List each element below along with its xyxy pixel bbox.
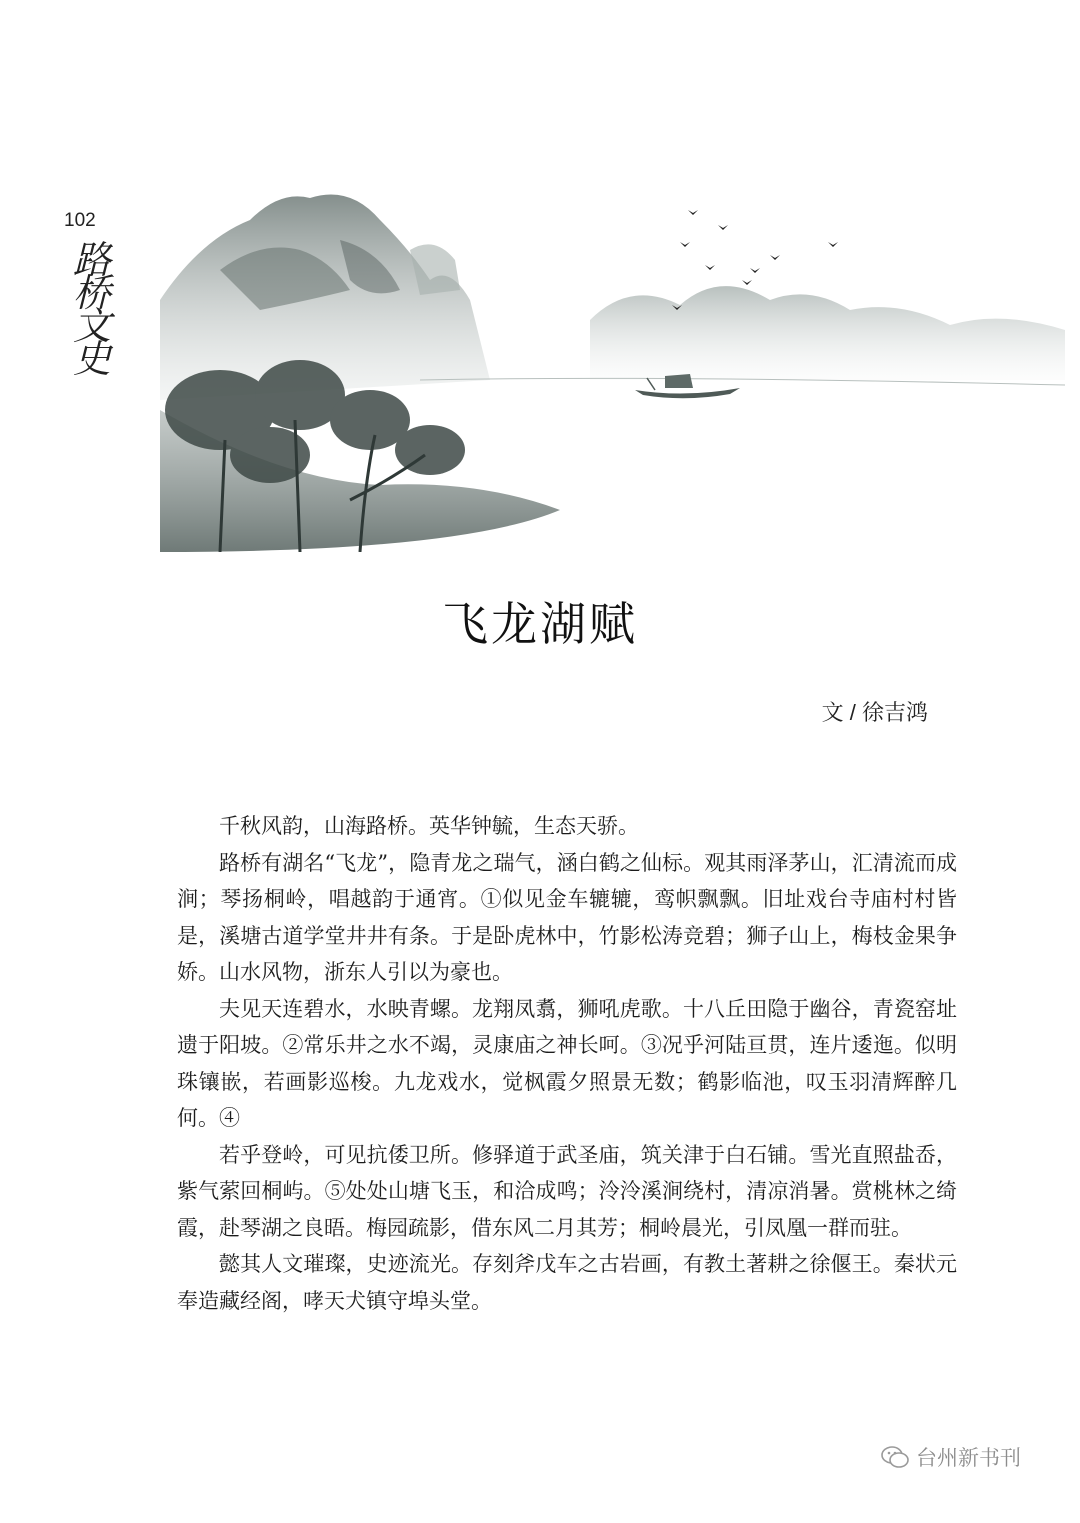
paragraph: 若乎登岭，可见抗倭卫所。修驿道于武圣庙，筑关津于白石铺。雪光直照盐岙，紫气萦回桐屿。⑤处处山塘飞玉，和洽成鸣；泠泠溪涧绕村，清凉消暑。赏桃林之绮霞，赴琴湖之良晤。梅园疏影，借东风二月其芳；桐岭晨光，引凤凰一群而驻。 <box>177 1142 957 1240</box>
distant-hills <box>590 286 1065 380</box>
series-title <box>62 238 122 381</box>
article-body <box>177 808 957 1319</box>
paragraph: 懿其人文璀璨，史迹流光。存刻斧戊车之古岩画，有教土著耕之徐偃王。秦状元奉造藏经阁，哮天犬镇守埠头堂。 <box>177 1252 957 1313</box>
watermark-text: 台州新书刊 <box>916 1446 1021 1470</box>
paragraph: 路桥有湖名“飞龙”，隐青龙之瑞气，涵白鹤之仙标。观其雨泽茅山，汇清流而成涧；琴扬桐岭，唱越韵于通宵。①似见金车辘辘，鸾帜飘飘。旧址戏台寺庙村村皆是，溪塘古道学堂井井有条。于是卧虎林中，竹影松涛竞碧；狮子山上，梅枝金果争娇。山水风物，浙东人引以为豪也。 <box>177 850 957 984</box>
landscape-painting <box>160 180 1065 552</box>
article-title: 飞龙湖赋 <box>442 597 638 651</box>
page-number: 102 <box>64 210 96 231</box>
series-title-char: 史 <box>72 337 111 381</box>
article-author: 文 / 徐吉鸿 <box>821 700 928 725</box>
wechat-icon <box>880 1444 910 1470</box>
paragraph: 夫见天连碧水，水映青螺。龙翔凤翥，狮吼虎歌。十八丘田隐于幽谷，青瓷窑址遗于阳坡。②常乐井之水不竭，灵康庙之神长呵。③况乎河陆亘贯，连片逶迤。似明珠镶嵌，若画影巡梭。九龙戏水，觉枫霞夕照景无数；鹤影临池，叹玉羽清辉醉几何。④ <box>177 996 957 1130</box>
paragraph: 千秋风韵，山海路桥。英华钟毓，生态天骄。 <box>219 814 639 838</box>
series-title-char: 路 <box>72 238 111 282</box>
watermark <box>880 1442 1021 1472</box>
series-title-char: 桥 <box>72 271 111 315</box>
series-title-char: 文 <box>72 304 111 348</box>
